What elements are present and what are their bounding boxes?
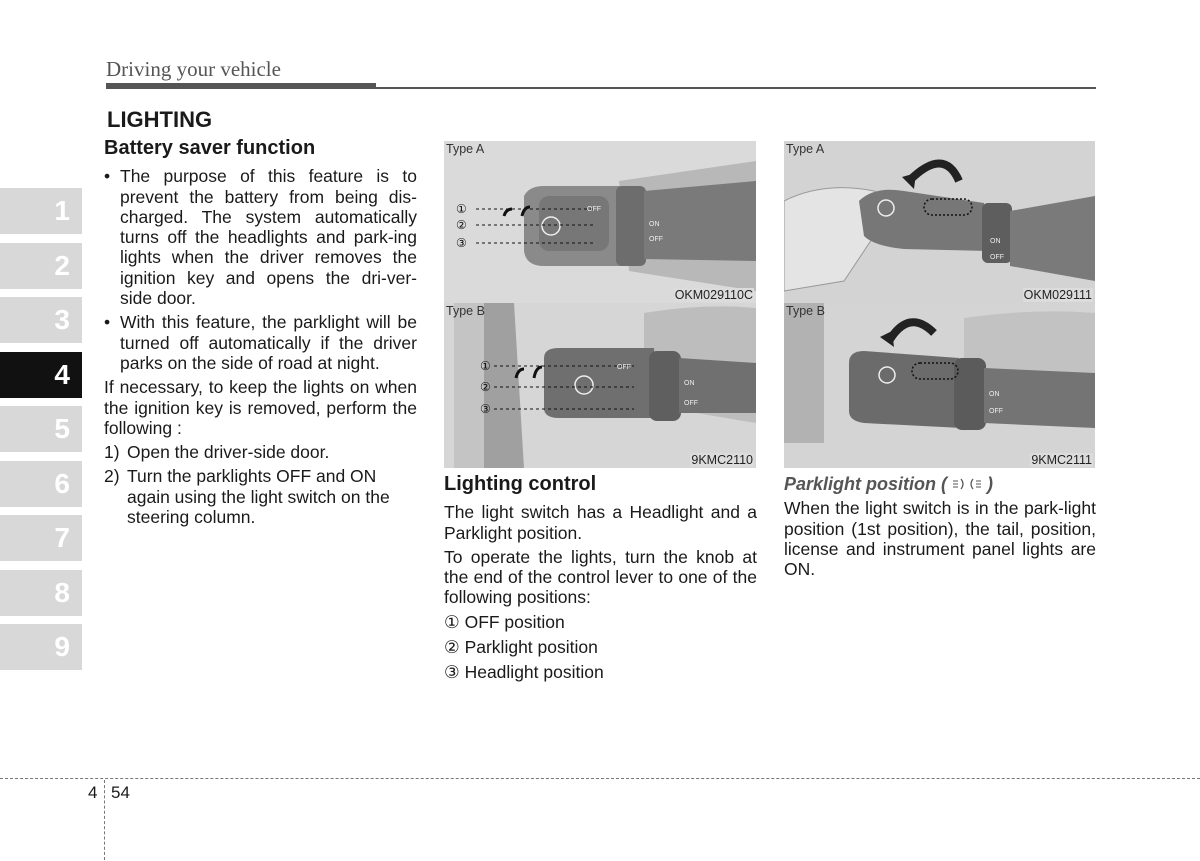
page-section-number: 4	[88, 783, 98, 802]
chapter-tab-9[interactable]: 9	[0, 624, 82, 670]
header-rule-thick	[106, 83, 376, 89]
chapter-tab-3[interactable]: 3	[0, 297, 82, 343]
battery-saver-section	[104, 138, 417, 531]
step-number: 2)	[104, 466, 120, 487]
step-text: Turn the parklights OFF and ON again using the light switch on the steering column.	[127, 466, 390, 528]
footer-rule	[0, 778, 1200, 779]
chapter-tab-8[interactable]: 8	[0, 570, 82, 616]
list-item	[104, 312, 417, 373]
option-item	[444, 662, 757, 682]
chapter-tab-2[interactable]: 2	[0, 243, 82, 289]
off-label: OFF	[587, 206, 601, 213]
parklight-body: When the light switch is in the park-light position (1st position), the tail, position, license and instrument panel lights are ON.	[784, 498, 1096, 580]
figure-code: 9KMC2110	[691, 453, 753, 467]
lighting-control-para: To operate the lights, turn the knob at the end of the control lever to one of the following positions:	[444, 546, 757, 608]
figure-label: Type B	[446, 304, 485, 318]
callout-2: ②	[456, 218, 467, 232]
option-mark: ①	[444, 611, 460, 632]
option-text: OFF position	[464, 611, 565, 632]
option-text: Headlight position	[464, 662, 604, 683]
running-header: Driving your vehicle	[106, 57, 281, 81]
parklight-heading-prefix: Parklight position (	[784, 474, 948, 494]
light-switch-illustration	[444, 303, 756, 468]
figure-label: Type A	[446, 142, 485, 156]
figure-type-b-lever	[444, 303, 756, 468]
figure-label: Type A	[786, 142, 825, 156]
figure-label: Type B	[786, 304, 825, 318]
figure-type-a-parklight	[784, 141, 1095, 303]
chapter-tab-1[interactable]: 1	[0, 188, 82, 234]
footer-vertical-rule	[104, 780, 105, 860]
callout-3: ③	[456, 236, 467, 250]
lighting-control-heading: Lighting control	[444, 473, 597, 495]
figure-type-b-parklight	[784, 303, 1095, 468]
off-label: OFF	[617, 364, 631, 371]
callout-1: ①	[480, 359, 491, 373]
light-switch-illustration	[444, 141, 756, 303]
figure-code: OKM029110C	[674, 288, 753, 302]
step-item	[104, 466, 417, 527]
off-label: OFF	[990, 254, 1004, 261]
hand-turning-knob-illustration	[784, 141, 1095, 303]
battery-note: If necessary, to keep the lights on when the ignition key is removed, perform the following :	[104, 377, 417, 438]
section-title: LIGHTING	[107, 107, 213, 132]
parklight-icon	[952, 477, 982, 491]
chapter-tab-5[interactable]: 5	[0, 406, 82, 452]
bullet-text: The purpose of this feature is to prevent the battery from being dis-charged. The system automatically turns off the headlights and park-ing lights when the driver removes the ignition key and opens the dri-ver- side door.	[120, 166, 417, 309]
step-item	[104, 442, 417, 462]
on-label: ON	[649, 221, 660, 228]
bullet-text: With this feature, the parklight will be turned off automatically if the driver parks on the side of road at night.	[120, 312, 417, 373]
option-text: Parklight position	[464, 637, 598, 658]
on-label: ON	[990, 238, 1001, 245]
callout-2: ②	[480, 380, 491, 394]
page-number: 54	[111, 783, 130, 802]
on-label: ON	[989, 391, 1000, 398]
parklight-heading	[784, 474, 1096, 494]
chapter-tab-4[interactable]: 4	[0, 352, 82, 398]
chapter-tab-7[interactable]: 7	[0, 515, 82, 561]
chapter-tab-6[interactable]: 6	[0, 461, 82, 507]
off-label: OFF	[989, 408, 1003, 415]
step-text: Open the driver-side door.	[127, 442, 330, 463]
figure-code: OKM029111	[1023, 288, 1092, 302]
on-label: ON	[684, 380, 695, 387]
callout-1: ①	[456, 202, 467, 216]
lighting-control-para: The light switch has a Headlight and a Parklight position.	[444, 502, 757, 543]
callout-3: ③	[480, 402, 491, 416]
option-mark: ②	[444, 637, 460, 658]
header-rule-thin	[376, 87, 1096, 89]
bullet-mark: •	[104, 166, 111, 187]
knob-arrow-illustration	[784, 303, 1095, 468]
parklight-heading-suffix: )	[987, 474, 994, 494]
bullet-mark: •	[104, 312, 111, 333]
off-label: OFF	[649, 236, 663, 243]
parklight-section	[784, 474, 1096, 583]
option-item	[444, 612, 757, 632]
list-item	[104, 166, 417, 308]
off-label: OFF	[684, 400, 698, 407]
chapter-tabs	[0, 188, 82, 679]
lighting-control-section	[444, 474, 757, 688]
battery-saver-heading: Battery saver function	[104, 137, 316, 159]
step-number: 1)	[104, 442, 120, 463]
figure-code: 9KMC2111	[1031, 453, 1092, 467]
option-mark: ③	[444, 662, 460, 683]
option-item	[444, 637, 757, 657]
figure-type-a-lever	[444, 141, 756, 303]
